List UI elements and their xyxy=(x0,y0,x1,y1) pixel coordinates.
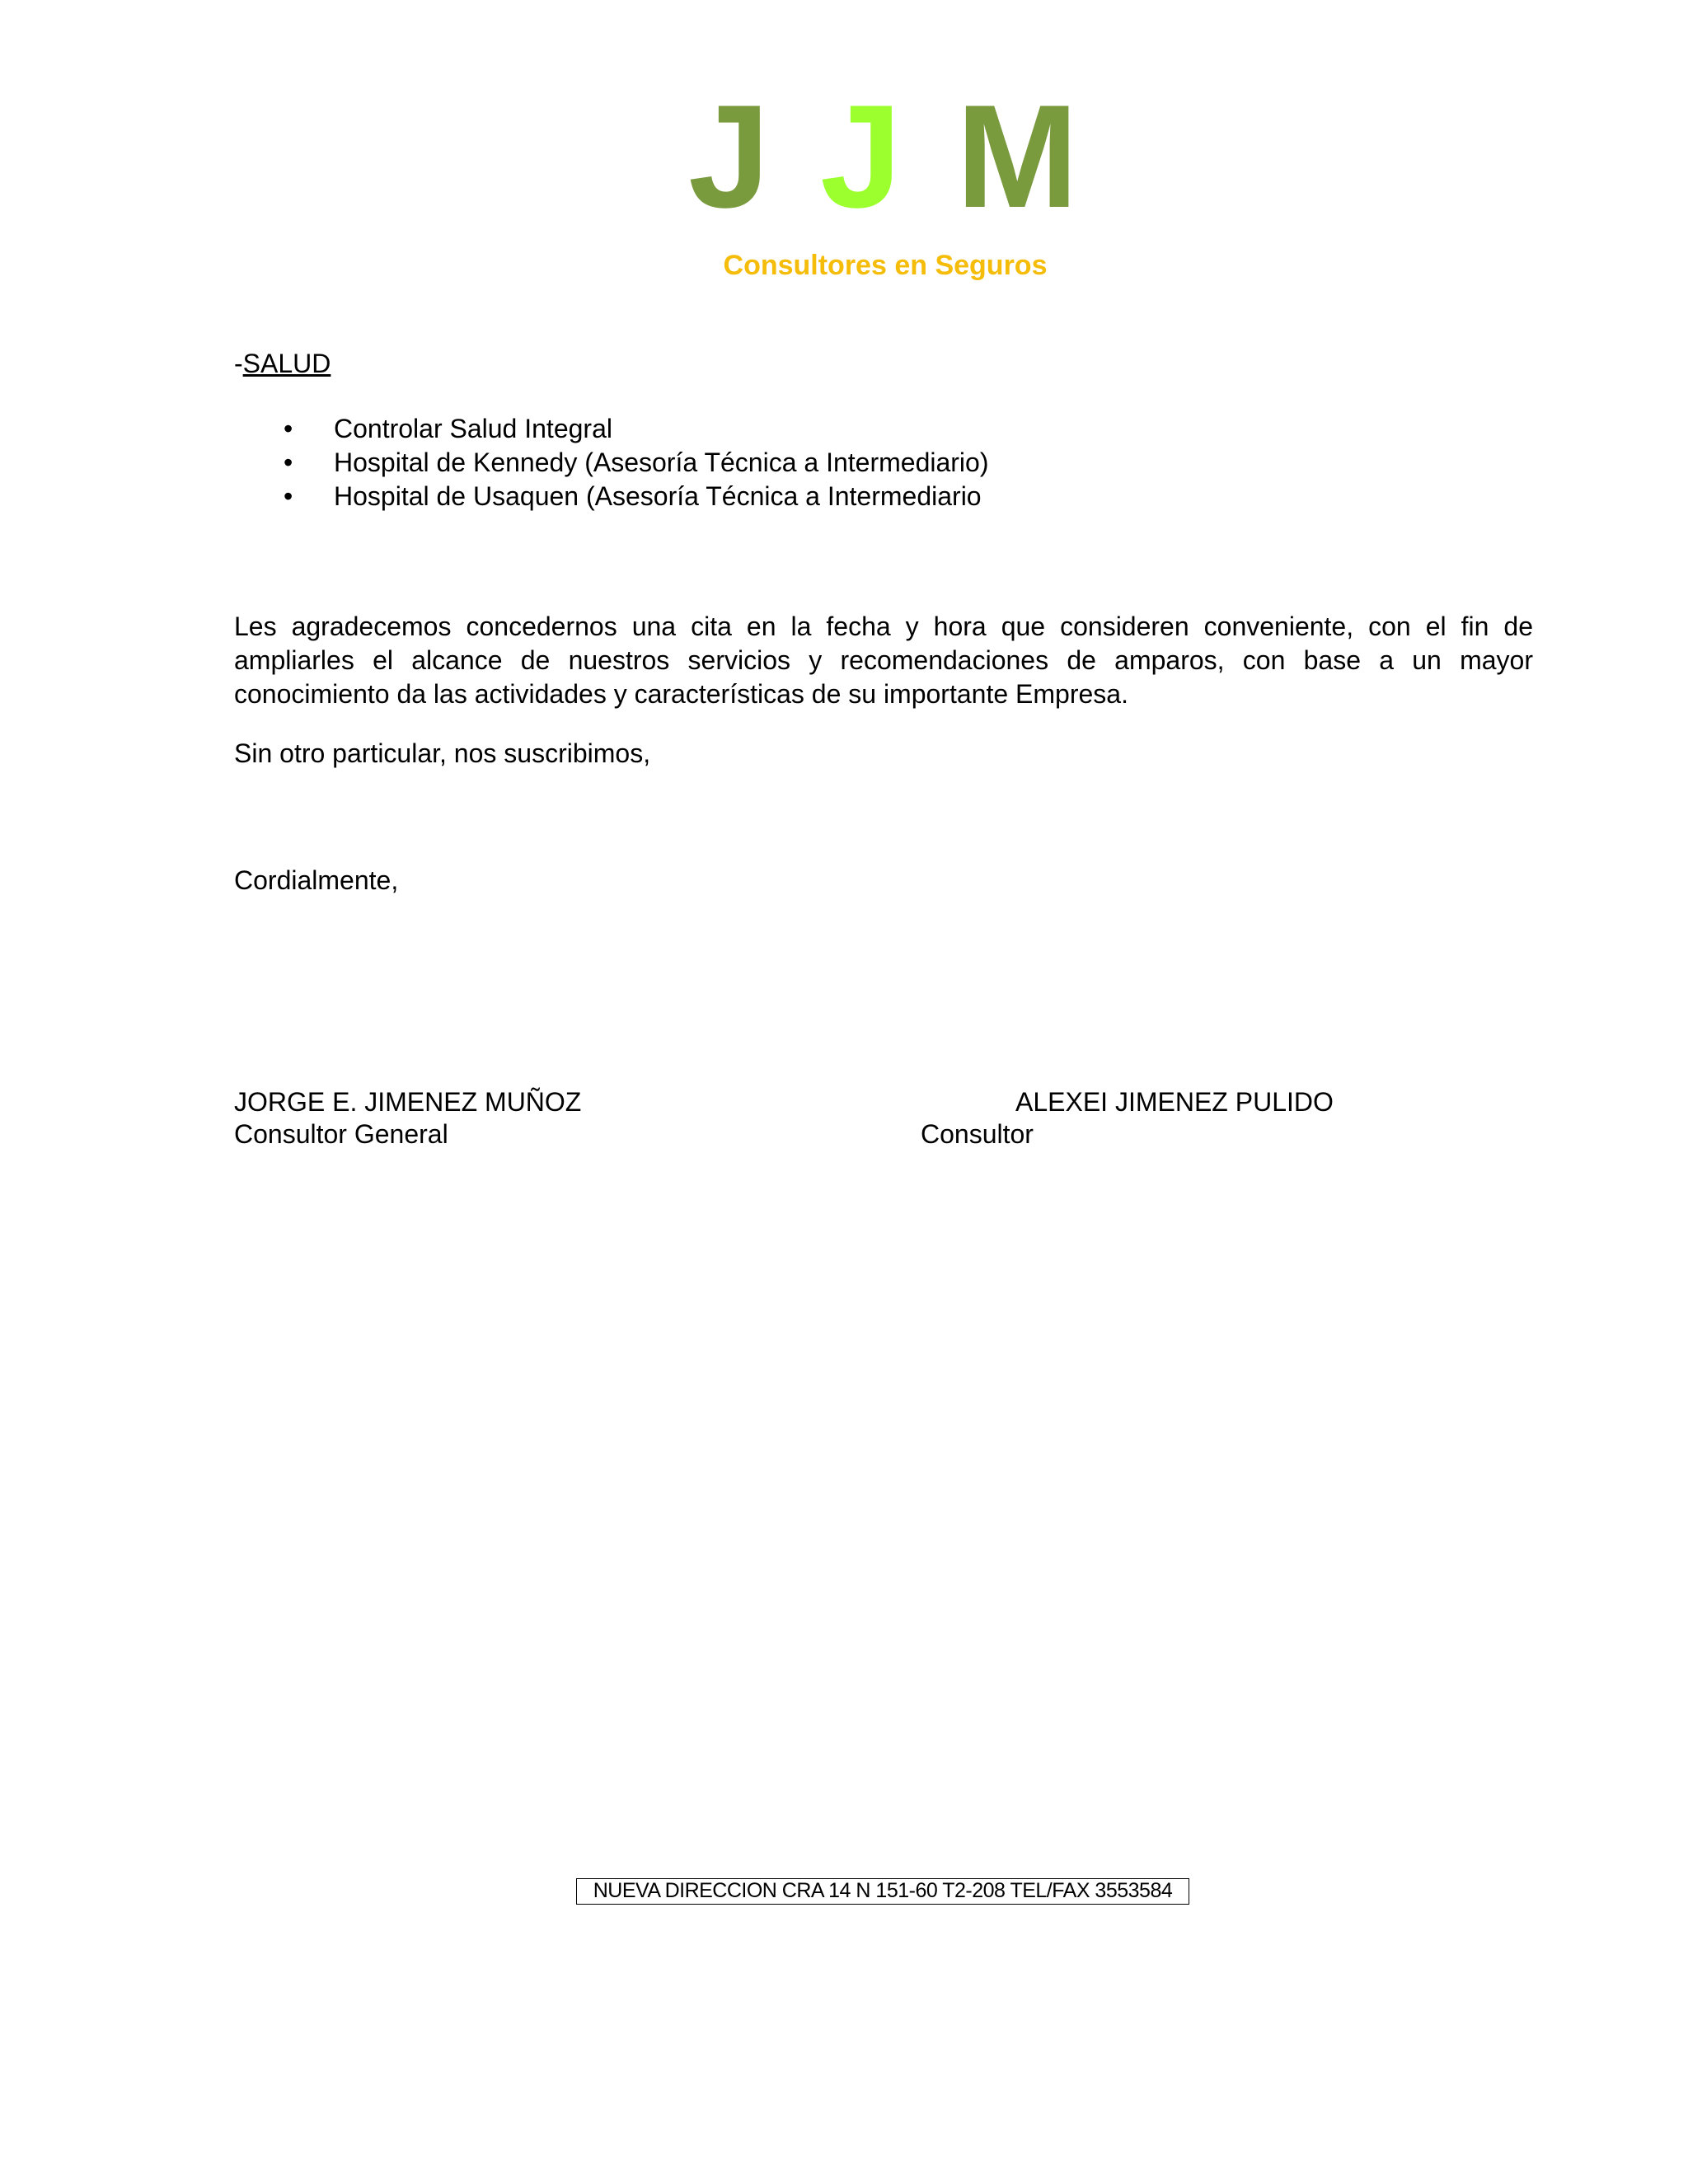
bullet-icon: • xyxy=(284,448,293,477)
salutation: Cordialmente, xyxy=(234,865,399,895)
bullet-icon: • xyxy=(284,414,293,443)
closing-line: Sin otro particular, nos suscribimos, xyxy=(234,738,651,768)
footer-address-box: NUEVA DIRECCION CRA 14 N 151-60 T2-208 TEL/FAX 3553584 xyxy=(576,1878,1189,1905)
signatory-role-first: Consultor General xyxy=(234,1119,448,1149)
logo-letter-j-first: J xyxy=(688,74,770,238)
section-heading xyxy=(234,347,331,380)
signatory-name-first: JORGE E. JIMENEZ MUÑOZ xyxy=(234,1087,582,1117)
signatory-name-second: ALEXEI JIMENEZ PULIDO xyxy=(1015,1087,1334,1117)
logo-letter-m: M xyxy=(956,74,1079,238)
list-item-label: Controlar Salud Integral xyxy=(334,414,612,443)
logo-letter-j-second: J xyxy=(820,74,902,238)
bullet-icon: • xyxy=(284,481,293,511)
section-heading-prefix: - xyxy=(234,349,243,378)
section-heading-label: SALUD xyxy=(242,349,331,378)
list-item-label: Hospital de Usaquen (Asesoría Técnica a Intermediario xyxy=(334,481,982,511)
company-tagline: Consultores en Seguros xyxy=(723,250,1048,281)
list-item-label: Hospital de Kennedy (Asesoría Técnica a Intermediario) xyxy=(334,448,989,477)
company-logo xyxy=(0,74,1688,238)
body-paragraph: Les agradecemos concedernos una cita en la fecha y hora que consideren conveniente, con el fin de ampliarles el alcance de nuestros servicios y recomendaciones de amparos, con base a un mayor conocimiento da las actividades y características de su importante Empresa. xyxy=(234,612,1533,709)
signatory-role-second: Consultor xyxy=(921,1119,1034,1149)
